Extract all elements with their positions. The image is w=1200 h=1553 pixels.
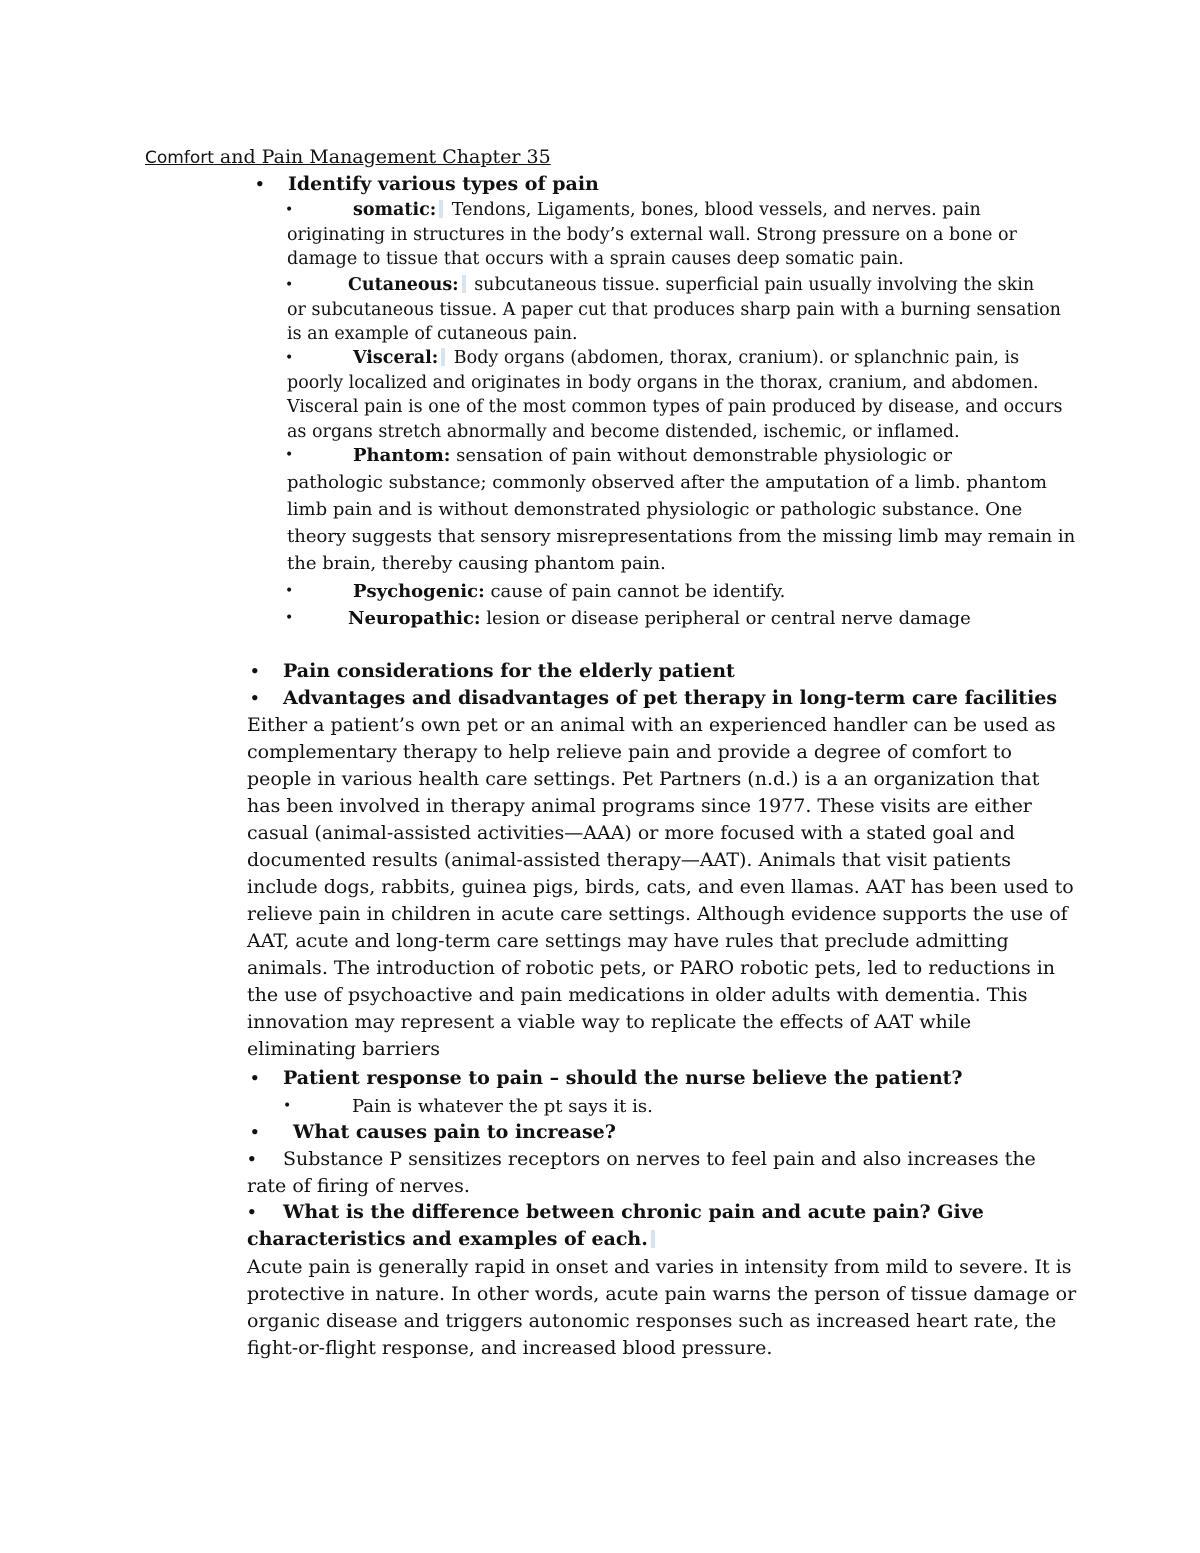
pain-type-visceral: [287, 346, 1077, 444]
bullet-glyph: •: [247, 1203, 257, 1221]
cutaneous-description: or subcutaneous tissue. A paper cut that produces sharp pain with a burning sensation is an example of cutaneous pain.: [287, 299, 1061, 344]
types-heading: Identify various types of pain: [288, 173, 599, 195]
bullet-glyph: •: [285, 610, 294, 626]
phantom-first-line: sensation of pain without demonstrable physiologic or: [450, 445, 952, 466]
visceral-first-line: Body organs (abdomen, thorax, cranium). or splanchnic pain, is: [448, 348, 1020, 368]
response-heading-item: [250, 1065, 1070, 1092]
elderly-heading-item: [250, 658, 1070, 685]
bullet-glyph: •: [285, 350, 294, 366]
response-answer: Pain is whatever the pt says it is.: [352, 1096, 653, 1117]
pet-heading-item: [250, 685, 1070, 712]
term-neuropathic: Neuropathic:: [348, 608, 481, 629]
response-answer-item: [285, 1093, 1075, 1120]
pain-type-somatic: [287, 198, 1077, 272]
psychogenic-description: cause of pain cannot be identify.: [484, 581, 786, 602]
difference-heading: What is the difference between chronic pain and acute pain? Give characteristics and examples of each.: [247, 1201, 984, 1250]
title-rest: and Pain Management Chapter 35: [213, 146, 551, 168]
somatic-description: originating in structures in the body’s external wall. Strong pressure on a bone or damage to tissue that occurs with a sprain causes deep somatic pain.: [287, 224, 1017, 269]
bullet-glyph: •: [250, 662, 260, 680]
comment-marker: [651, 1230, 655, 1248]
bullet-glyph: •: [285, 583, 294, 599]
pain-type-phantom: [287, 442, 1077, 577]
types-heading-item: [255, 171, 1075, 198]
bullet-glyph: •: [283, 1098, 292, 1114]
bullet-glyph: •: [247, 1150, 257, 1168]
difference-paragraph: Acute pain is generally rapid in onset and varies in intensity from mild to severe. It is protective in nature. In other words, acute pain warns the person of tissue damage or organic disease and triggers autonomic responses such as increased heart rate, the fight-or-flight response, and increased blood pressure.: [247, 1256, 1077, 1359]
term-somatic: somatic:: [353, 200, 437, 220]
term-visceral: Visceral:: [353, 348, 439, 368]
bullet-glyph: •: [250, 1069, 260, 1087]
pain-type-psychogenic: [287, 578, 1077, 605]
bullet-glyph: •: [285, 447, 294, 463]
bullet-glyph: •: [285, 202, 294, 218]
comment-marker: [439, 200, 443, 218]
comment-marker: [462, 275, 466, 293]
title-word-comfort: Comfort: [145, 148, 214, 168]
term-phantom: Phantom:: [353, 445, 451, 466]
response-heading: Patient response to pain – should the nurse believe the patient?: [283, 1067, 963, 1089]
bullet-glyph: •: [250, 689, 260, 707]
neuropathic-description: lesion or disease peripheral or central nerve damage: [480, 608, 971, 629]
elderly-heading: Pain considerations for the elderly patient: [283, 660, 735, 682]
bullet-glyph: •: [255, 175, 265, 193]
comment-marker: [441, 348, 445, 366]
increase-answer: Substance P sensitizes receptors on nerves to feel pain and also increases the rate of firing of nerves.: [247, 1148, 1036, 1197]
increase-answer-item: [247, 1146, 1077, 1200]
cutaneous-first-line: subcutaneous tissue. superficial pain usually involving the skin: [468, 275, 1035, 295]
increase-heading: What causes pain to increase?: [293, 1121, 616, 1143]
increase-heading-item: [250, 1119, 1070, 1146]
visceral-description: poorly localized and originates in body organs in the thorax, cranium, and abdomen. Visceral pain is one of the most common types of pain produced by disease, and occurs as organs stretch abnormally and become distended, ischemic, or inflamed.: [287, 372, 1063, 442]
pet-heading: Advantages and disadvantages of pet therapy in long-term care facilities: [283, 687, 1058, 709]
pain-type-neuropathic: [287, 605, 1077, 632]
phantom-description: pathologic substance; commonly observed after the amputation of a limb. phantom limb pain and is without demonstrated physiologic or pathologic substance. One theory suggests that sensory misrepresentations from the missing limb may remain in the brain, thereby causing phantom pain.: [287, 472, 1076, 574]
bullet-glyph: •: [285, 277, 294, 293]
bullet-glyph: •: [250, 1123, 260, 1141]
page-title: [145, 146, 551, 168]
term-psychogenic: Psychogenic:: [353, 581, 485, 602]
pet-paragraph: Either a patient’s own pet or an animal with an experienced handler can be used as complementary therapy to help relieve pain and provide a degree of comfort to people in various health care settings. Pet Partners (n.d.) is a an organization that has been involved in therapy animal programs since 1977. These visits are either casual (animal-assisted activities—AAA) or more focused with a stated goal and documented results (animal-assisted therapy—AAT). Animals that visit patients include dogs, rabbits, guinea pigs, birds, cats, and even llamas. AAT has been used to relieve pain in children in acute care settings. Although evidence supports the use of AAT, acute and long-term care settings may have rules that preclude admitting animals. The introduction of robotic pets, or PARO robotic pets, led to reductions in the use of psychoactive and pain medications in older adults with dementia. This innovation may represent a viable way to replicate the effects of AAT while eliminating barriers: [247, 714, 1074, 1060]
term-cutaneous: Cutaneous:: [348, 275, 459, 295]
somatic-first-line: Tendons, Ligaments, bones, blood vessels, and nerves. pain: [446, 200, 981, 220]
difference-heading-item: [247, 1199, 1077, 1253]
pain-type-cutaneous: [287, 273, 1077, 347]
